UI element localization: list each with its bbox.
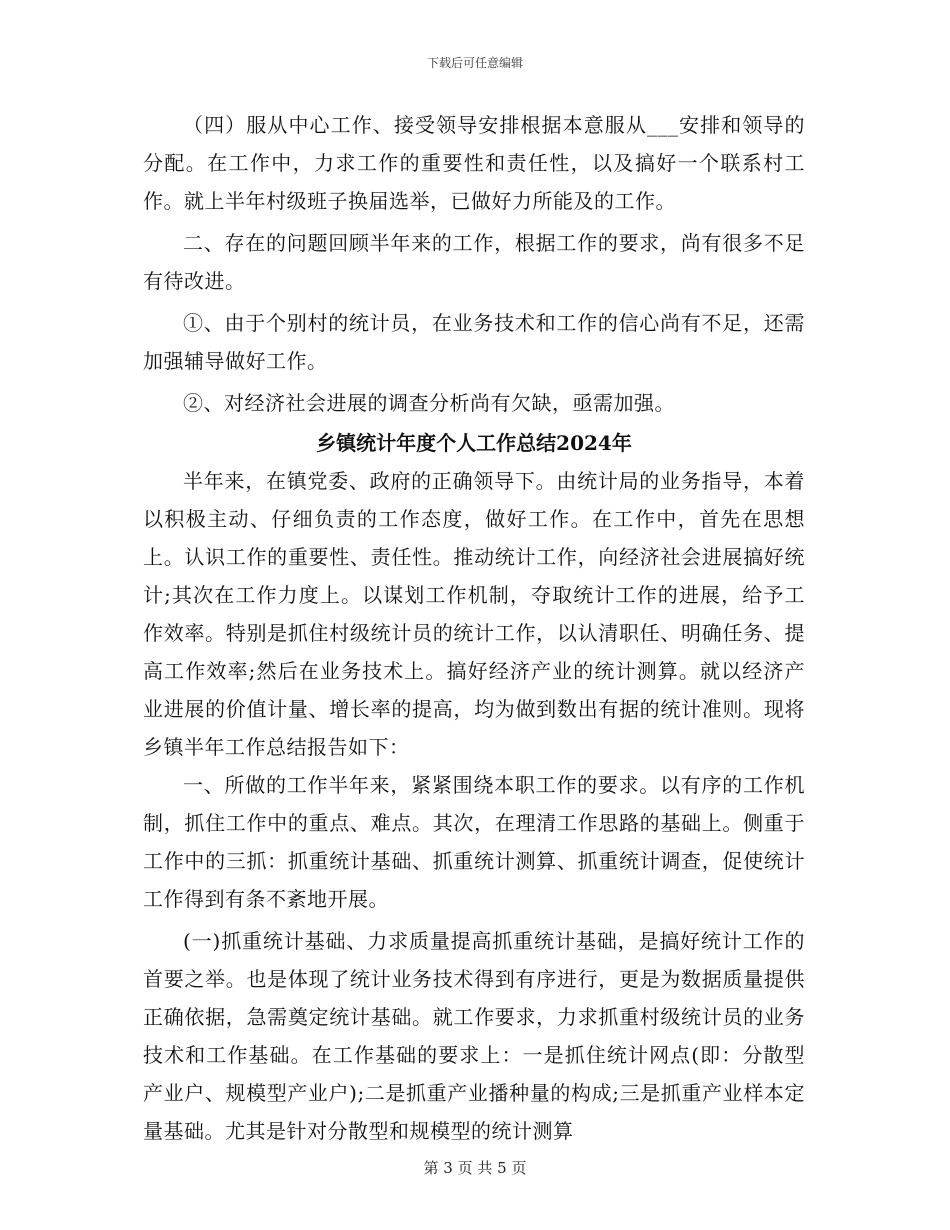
document-body bbox=[143, 106, 805, 1150]
paragraph-6: 一、所做的工作半年来，紧紧围绕本职工作的要求。以有序的工作机制，抓住工作中的重点、难点。其次，在理清工作思路的基础上。侧重于工作中的三抓：抓重统计基础、抓重统计测算、抓重统计调查，促使统计工作得到有条不紊地开展。 bbox=[143, 773, 805, 911]
paragraph-3: ①、由于个别村的统计员，在业务技术和工作的信心尚有不足，还需加强辅导做好工作。 bbox=[143, 311, 805, 373]
paragraph-7: (一)抓重统计基础、力求质量提高抓重统计基础，是搞好统计工作的首要之举。也是体现了统计业务技术得到有序进行，更是为数据质量提供正确依据，急需奠定统计基础。就工作要求，力求抓重村级统计员的业务技术和工作基础。在工作基础的要求上：一是抓住统计网点(即：分散型产业户、规模型产业户);二是抓重产业播种量的构成;三是抓重产业样本定量基础。尤其是针对分散型和规模型的统计测算 bbox=[143, 929, 805, 1143]
paragraph-2: 二、存在的问题回顾半年来的工作，根据工作的要求，尚有很多不足有待改进。 bbox=[143, 231, 805, 293]
paragraph-1: （四）服从中心工作、接受领导安排根据本意服从___安排和领导的分配。在工作中，力求工作的重要性和责任性，以及搞好一个联系村工作。就上半年村级班子换届选举，已做好力所能及的工作。 bbox=[143, 113, 805, 213]
page-footer: 第 3 页 共 5 页 bbox=[423, 1159, 527, 1177]
paragraph-4: ②、对经济社会进展的调查分析尚有欠缺，亟需加强。 bbox=[183, 391, 675, 415]
section-title: 乡镇统计年度个人工作总结2024年 bbox=[316, 431, 632, 455]
paragraph-5: 半年来，在镇党委、政府的正确领导下。由统计局的业务指导，本着以积极主动、仔细负责的工作态度，做好工作。在工作中，首先在思想上。认识工作的重要性、责任性。推动统计工作，向经济社会进展搞好统计;其次在工作力度上。以谋划工作机制，夺取统计工作的进展，给予工作效率。特别是抓住村级统计员的统计工作，以认清职任、明确任务、提高工作效率;然后在业务技术上。搞好经济产业的统计测算。就以经济产业进展的价值计量、增长率的提高，均为做到数出有据的统计准则。现将乡镇半年工作总结报告如下： bbox=[143, 469, 805, 759]
page-header: 下载后可任意编辑 bbox=[426, 56, 523, 70]
